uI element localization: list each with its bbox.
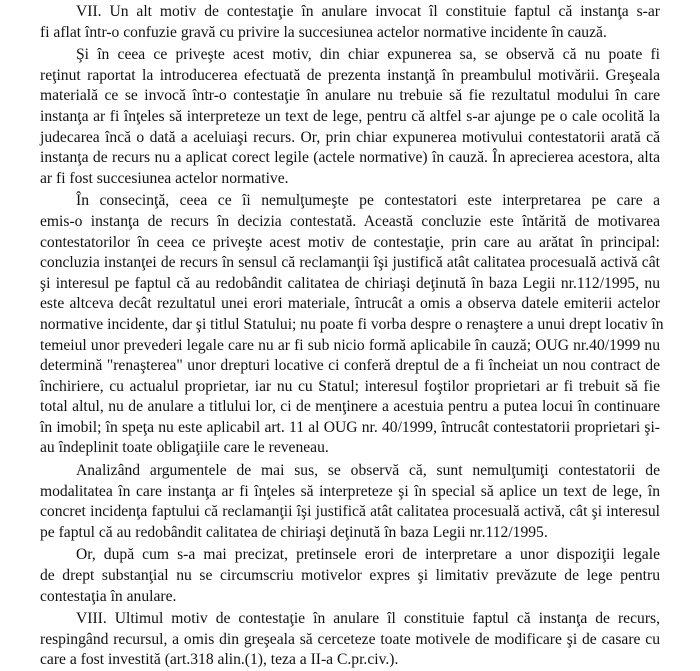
text-line: temeiul unor prevederi legale care nu ar fi sub nicio formă aplicabile în cauză; OUG nr.40/1999 nu [40,336,660,354]
text-line: este altceva decât rezultatul unei erori materiale, întrucât a omis a observa datele emiterii actelor [40,295,660,313]
text-line: şi interesul pe faptul că au redobândit calitatea de chiriaşi deţinută în baza Legii nr.112/1995, nu [40,274,660,292]
paragraph [40,191,664,459]
text-line: În consecinţă, ceea ce îi nemulţumeşte pe contestatori este interpretarea pe care a [76,192,660,210]
text-line: materială ce se invocă într-o contestaţie în anulare nu trebuie să fie rezultatul modului în care [40,87,660,105]
paragraph [40,45,660,189]
paragraph [40,461,660,543]
text-line: au îndeplinit toate obligaţiile care le reveneau. [40,439,329,457]
text-line: normative incidente, dar şi titlul Statului; nu poate fi vorba despre o renaştere a unui drept locativ în [40,315,664,333]
text-line: închiriere, cu actualul proprietar, iar nu cu Statul; interesul foştilor proprietari ar fi trebuit să fie [40,377,660,395]
text-line: ar fi fost succesiunea actelor normative. [40,169,289,187]
paragraph [40,545,660,607]
paragraph [40,2,660,43]
text-line: pe faptul că au redobândit calitatea de chiriaşi deţinută în baza Legii nr.112/1995. [40,523,548,541]
text-line: în imobil; în speţa nu este aplicabil art. 11 al OUG nr. 40/1999, întrucât contestatorii proprietari şi- [40,418,660,436]
text-line: Or, după cum s-a mai precizat, pretinsele erori de interpretare a unor dispoziţii legale [76,546,660,564]
text-line: instanţa ar fi înţeles să interpreteze un text de lege, pentru că altfel s-ar ajunge pe o cale ocolită la [40,107,660,125]
text-line: emis-o instanţa de recurs în decizia contestată. Această concluzie este întărită de motivarea [40,212,660,230]
text-line: contestatorilor în ceea ce priveşte acest motiv de contestaţie, prin care au arătat în principal: [40,233,660,251]
text-line: instanţa de recurs nu a aplicat corect legile (actele normative) în cauză. În aprecierea acestora, alta [40,149,660,167]
text-line: VII. Un alt motiv de contestaţie în anulare invocat îl constituie faptul că instanţa s-ar [76,3,660,20]
text-line: fi aflat într-o confuzie gravă cu privire la succesiunea actelor normative incidente în cauză. [40,23,607,41]
text-line: VIII. Ultimul motiv de contestaţie în anulare îl constituie faptul că instanţa de recurs, [76,610,660,628]
text-line: de drept substanţial nu se circumscriu motivelor expres şi limitativ prevăzute de lege pentru [40,567,660,585]
text-line: care a fost investită (art.318 alin.(1), teza a II-a C.pr.civ.). [40,651,399,669]
text-line: contestaţia în anulare. [40,587,177,605]
text-line: concret incidenţa faptului că reclamanţii îşi justifică atât calitatea procesuală activă, cât şi interesul [40,503,660,521]
text-line: determină "renaşterea" unor drepturi locative ci conferă dreptul de a fi încheiat un nou contract de [40,357,660,375]
text-line: modalitatea în care instanţa ar fi înţeles să interpreteze şi în special să aplice un text de lege, în [40,482,660,500]
text-line: judecarea încă o dată a aceluiaşi recurs. Or, prin chiar expunerea motivului contestatorii arată că [40,128,660,146]
text-line: total altul, nu de anulare a titlului lor, ci de menţinere a acestuia pentru a putea locui în continuare [40,398,660,416]
text-line: concluzia instanţei de recurs în sensul că reclamanţii îşi justifică atât calitatea procesuală activă cât [40,254,660,272]
text-line: respingând recursul, a omis din greşeala să cerceteze toate motivele de modificare şi de casare cu [40,630,660,648]
paragraph [40,609,660,671]
text-line: Analizând argumentele de mai sus, se observă că, sunt nemulţumiţi contestatorii de [76,462,660,480]
text-line: reţinut raportat la introducerea efectuată de prezenta instanţă în preambulul motivării. Greşeala [40,66,660,84]
text-line: Şi în ceea ce priveşte acest motiv, din chiar expunerea sa, se observă că nu poate fi [76,46,660,64]
